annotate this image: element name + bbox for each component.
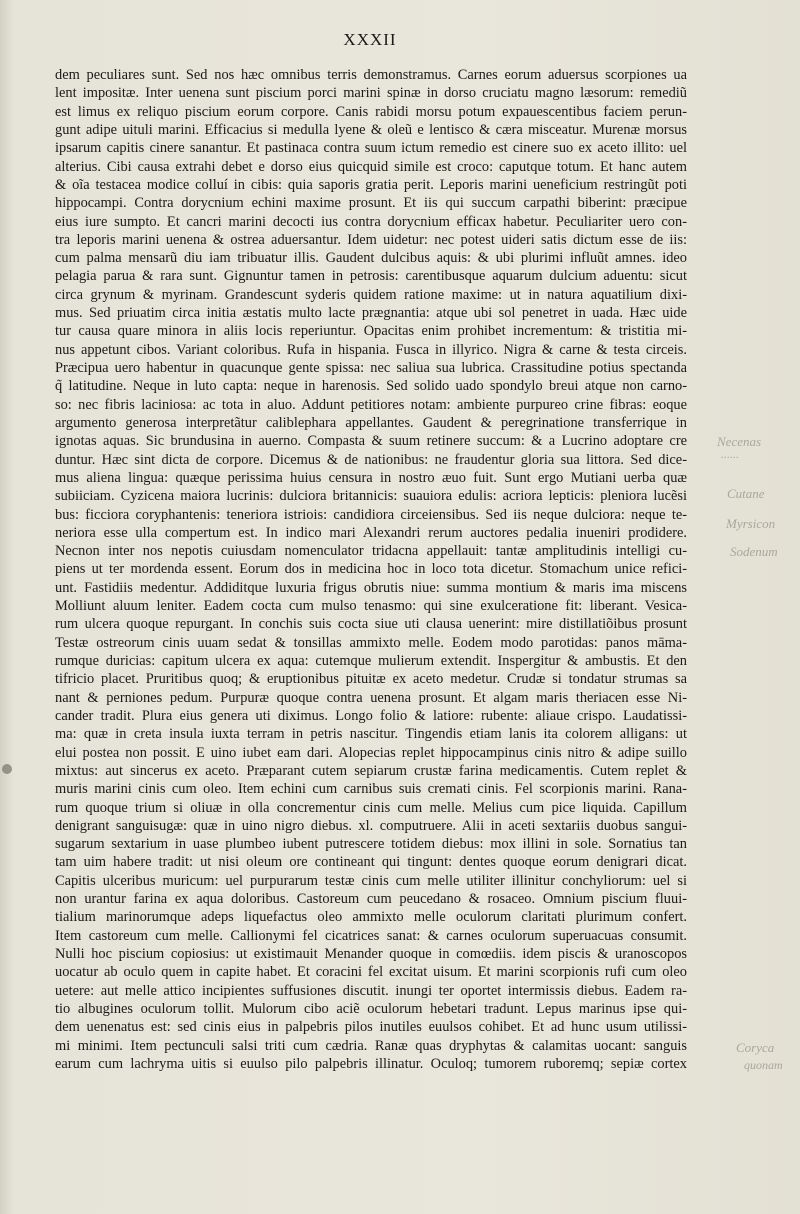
- text-line: rum quoque trium si oliuæ in olla concrementur cinis cum melle. Melius cum pice liquida. Capillum: [55, 799, 687, 816]
- text-line: mus aliena lingua: quæque perissima huius censura in nostro æuo fuit. Sunt ergo Mutiani uerba quæ: [55, 469, 687, 486]
- text-line: mi minimi. Item pectunculi salsi triti cum cædria. Ranæ quas dryphytas & calamitas uocant: sanguis: [55, 1037, 687, 1054]
- text-line: rum ulcera quoque repurgant. In conchis suis cocta siue uti clausa uenerint: mire distillatiõibus prosunt: [55, 616, 687, 633]
- text-line: est limus ex reliquo piscium eorum corpore. Canis rabidi morsu potum expauescentibus faciem perun-: [55, 103, 687, 120]
- text-line: ipsarum capitis cinere sanantur. Et pastinaca contra suum ictum remedio est cinere suo ex aceto illito: uel: [55, 140, 687, 157]
- text-line: cander tradit. Plura eius genera uti diximus. Longo folio & latiore: rubente: aliaue crispo. Laudatissi-: [55, 707, 687, 724]
- text-line: gunt adipe uituli marini. Efficacius si medulla lyene & oleũ e lentisco & cæra misceatur. Murenæ morsus: [55, 121, 687, 138]
- margin-note: Cutane: [727, 486, 765, 501]
- text-line: tialium marinorumque adeps liquefactus oleo ammixto melle oculorum claritati plurimum confert.: [55, 909, 687, 926]
- text-line: Item castoreum cum melle. Callionymi fel cicatrices sanat: & carnes oculorum superuacuas consumit.: [55, 927, 687, 944]
- text-line: Capitis ulceribus muricum: uel purpurarum testæ cinis cum melle utiliter illinitur conchyliorum: uel si: [55, 872, 687, 889]
- text-line: argumento generosa interpretãtur caliblephara appellantes. Gaudent & peregrinatione transferrique in: [55, 414, 687, 431]
- text-line: tio albugines oculorum tollit. Mulorum cibo aciẽ oculorum hebetari tradunt. Lepus marinus ipse qui-: [55, 1000, 687, 1017]
- text-line: neriora esse ulla compertum est. In indico mari Alexandri rerum auctores pedalia inueniri prodidere.: [55, 524, 687, 541]
- ink-smudge: [2, 764, 12, 774]
- text-line: alterius. Cibi causa extrahi debet e dorso eius quicquid simile est croco: caputque totum. Et hanc autem: [55, 158, 687, 175]
- text-line: mixtus: aut sincerus ex aceto. Præparant cutem sepiarum crustæ farina medicamentis. Cutem replet &: [55, 762, 687, 779]
- text-line: denigrant sanguisugæ: quæ in uino nigro diebus. xl. computruere. Alii in aceti sextariis duobus sangui-: [55, 817, 687, 834]
- text-line: nant & perniones pedum. Purpuræ quoque contra uenena prosunt. Et algam maris theriacen esse Ni-: [55, 689, 687, 706]
- text-line: uocatur ab oculo quem in capite habet. Et coracini fel excitat uisum. Et marini scorpionis rufi cum oleo: [55, 964, 687, 981]
- text-line: hippocampi. Contra dorycnium echini maxime prosunt. Et iis qui succum carpathi biberint: præcipue: [55, 195, 687, 212]
- text-line: non urantur farina ex aqua doloribus. Castoreum cum peucedano & rosaceo. Omnium piscium fluui-: [55, 891, 687, 908]
- text-line: Nulli hoc piscium copiosius: ut existimauit Menander quoque in comœdiis. idem piscis & uranoscopos: [55, 946, 687, 962]
- text-line: tifricio placet. Pruritibus quoq; & eruptionibus pituitæ ex aceto medetur. Crudæ si tondatur strumas sa: [55, 671, 687, 688]
- text-line: unt. Fastidiis medentur. Addiditque luxuria frigus obrutis niue: summa montium & maris ima miscens: [55, 579, 687, 596]
- text-line: Necnon inter nos nepotis cuiusdam nomenculator tridacna appellauit: tantæ amplitudinis intelligi cu-: [55, 543, 687, 560]
- margin-note: quonam: [744, 1058, 783, 1072]
- text-line: dem uenenatus est: sed cinis eius in palpebris pilos inutiles euulsos cohibet. Et ad hunc usum utilissi-: [55, 1019, 687, 1036]
- folio-number: XXXII: [343, 30, 397, 49]
- text-line: Testæ ostreorum cinis uuam sedat & tonsillas ammixto melle. Eodem modo parotidas: panos māma-: [55, 634, 687, 651]
- text-line: duntur. Hæc sint dicta de corpore. Dicemus & de nationibus: ne fraudentur gloria sua littora. Sed dice-: [55, 451, 687, 468]
- text-line: tam uim habere tradit: ut nisi oleum ore contineant qui tingunt: dentes quoque eorum denigrari dicat.: [55, 854, 687, 871]
- text-line: uetere: aut melle attico incipientes suffusiones discutit. inungi ter oportet intermissis diebus. Eadem ra-: [55, 982, 687, 999]
- text-line: mus. Sed priuatim circa initia æstatis multo lacte prægnantia: atque ubi sol penetret in uada. Hæc uide: [55, 305, 687, 322]
- margin-note: Necenas: [717, 434, 762, 449]
- text-line: dem peculiares sunt. Sed nos hæc omnibus terris demonstramus. Carnes eorum aduersus scorpiones ua: [55, 67, 687, 83]
- text-line: sugarum sextarium in uase plumbeo iubent putrescere totidem diebus: mox illini in sole. Sornatius tan: [55, 836, 687, 853]
- text-line: muris marini cinis cum oleo. Item echini cum carnibus suis cremati cinis. Fel scorpionis marini. Rana-: [55, 781, 687, 798]
- text-block: [55, 66, 687, 1073]
- text-line: piens ut ter mordenda essent. Eorum dos in medicina hoc in loco tota dicetur. Stomachum unice refici-: [55, 561, 687, 578]
- text-line: nus appetunt cibos. Variant coloribus. Rufa in hispania. Fusca in illyrico. Nigra & carne & testa circeis.: [55, 341, 687, 358]
- margin-note: Myrsicon: [726, 516, 776, 531]
- text-line: circa grynum & myrinam. Grandescunt syderis quidem ratione maxime: ut in natura aquatilium dixi-: [55, 286, 687, 303]
- text-line: lent impositæ. Inter uenena sunt piscium porci marini spinæ in dorso cruciatu magno læsorum: remediũ: [55, 85, 687, 102]
- text-line: q̃ latitudine. Neque in luto capta: neque in harenosis. Sed solido uado spondylo breui atque non carno-: [55, 378, 687, 395]
- text-line: tra leporis marini uenena & ostrea aduersantur. Idem uidetur: nec potest uideri satis dictum esse de iis:: [55, 231, 687, 248]
- text-line: earum cum lachryma uitis si euulso pilo palpebris illinatur. Oculoq; tumorem ruboremq; sepiæ cortex: [55, 1055, 687, 1072]
- margin-note: Sodenum: [730, 544, 778, 559]
- text-line: subiiciam. Cyzicena maiora lucrinis: dulciora britannicis: suauiora edulis: acriora lepticis: pleniora lucẽsi: [55, 488, 687, 505]
- margin-note: ......: [721, 447, 739, 461]
- text-line: elui postea non possit. E uino iubet eam dari. Alopecias replet hippocampinus cinis nitro & adipe suillo: [55, 744, 687, 761]
- text-line: & oĩa testacea modice colluí in cibis: quia saporis gratia perit. Leporis marini ueneficium restringũt poti: [55, 176, 687, 193]
- text-line: rumque duricias: capitum ulcera ex aqua: cutemque mulierum extendit. Inspergitur & ambustis. Et den: [55, 653, 687, 669]
- text-line: Præcipua uero habentur in quacunque gente spissa: nec saliua sua lubrica. Crassitudine potius spectanda: [55, 360, 687, 376]
- text-line: ignotas aquas. Sic brundusina in auerno. Compasta & suum retinere succum: & a Lucrino adoptare cre: [55, 433, 687, 450]
- text-line: Molliunt aluum leniter. Eadem cocta cum mulso tenasmo: qui sine exulceratione fit: liberant. Vesica-: [55, 598, 687, 615]
- text-line: so: nec fibris laciniosa: ac tota in aluo. Addunt petitiores notam: ambiente purpureo crine fibras: eoque: [55, 396, 687, 413]
- text-line: tur causa quare minora in aliis locis reperiuntur. Opacitas enim prohibet incrementum: & tristitia mi-: [55, 323, 687, 340]
- text-line: bus: ficciora coryphantenis: teneriora istriois: candidiora circeiensibus. Sed iis neque dulciora: neque te-: [55, 506, 687, 523]
- text-line: pelagia parua & rara sunt. Gignuntur tamen in petrosis: carentibusque aquarum dulcium aduentu: sicut: [55, 268, 687, 285]
- text-line: eius iure sumpto. Et cancri marini decocti ius contra dorycnium efficax habetur. Peculiariter uero con-: [55, 213, 687, 230]
- text-line: ma: quæ in creta insula iuxta terram in petris nascitur. Tingendis etiam lanis ita colorem alligans: ut: [55, 726, 687, 743]
- text-line: cum palma mensarũ diu iam tribuatur illis. Gaudent dulcibus aquis: & ubi plurimi influũt amnes. ideo: [55, 250, 687, 267]
- margin-note: Coryca: [736, 1040, 775, 1055]
